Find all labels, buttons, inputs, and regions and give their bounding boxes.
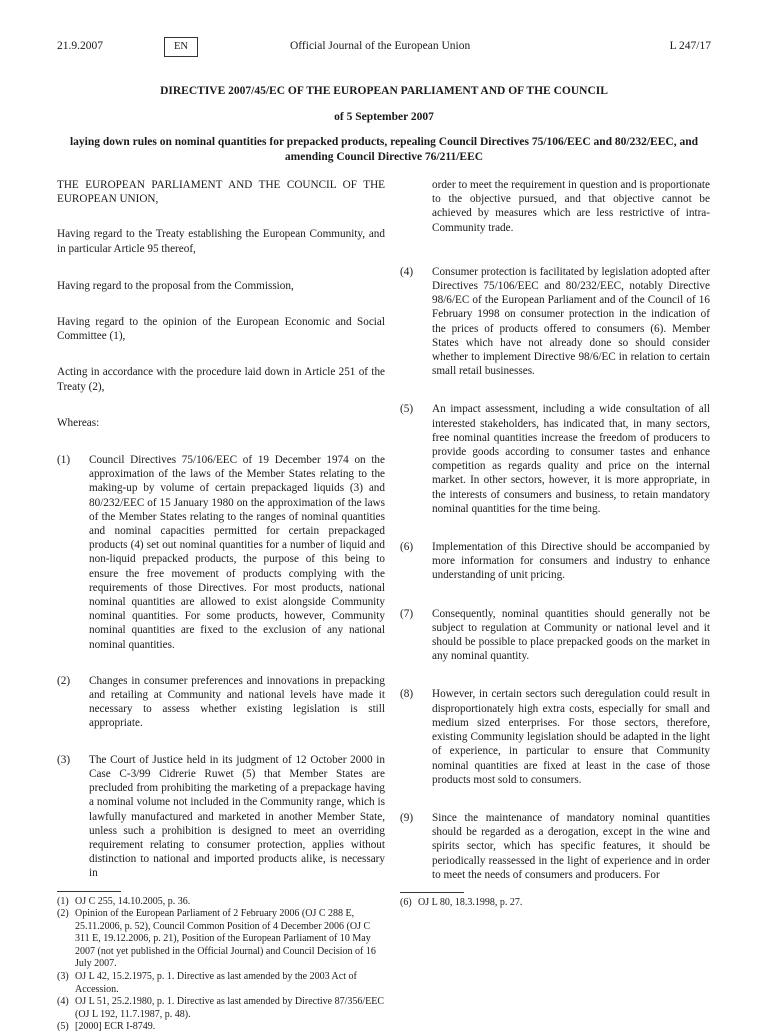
recital-text: An impact assessment, including a wide consultation of all interested stakeholders, has indicated that, in many sectors, free nominal quantities increase the freedom of producers to provide goods according to consumer tastes and enhance competition as regards quality and price on the internal market. In other sectors, however, it is more appropriate, in the interests of consumers and business, to retain mandatory nominal quantities for the time being.: [432, 403, 710, 515]
directive-date: of 5 September 2007: [334, 111, 434, 123]
directive-title: DIRECTIVE 2007/45/EC OF THE EUROPEAN PARLIAMENT AND OF THE COUNCIL: [160, 85, 608, 97]
footnote-5: [57, 1021, 385, 1034]
recital-3: [57, 753, 385, 881]
footnote-text: OJ L 80, 18.3.1998, p. 27.: [418, 896, 523, 908]
recital-5: [400, 402, 710, 516]
recital-number: (1): [57, 454, 71, 467]
recital-number: (3): [57, 753, 71, 766]
whereas-label: Whereas:: [57, 416, 100, 429]
page-reference: L 247/17: [669, 40, 711, 52]
recital-text: Consequently, nominal quantities should generally not be subject to regulation at Community or national level and it should be possible to place prepacked goods on the market in any nominal quantity.: [432, 607, 710, 663]
preamble-proposal: Having regard to the proposal from the Commission,: [57, 279, 294, 292]
right-column: [400, 178, 710, 910]
recital-2: [57, 674, 385, 731]
footnote-divider: [400, 892, 464, 893]
footnote-text: OJ L 51, 25.2.1980, p. 1. Directive as last amended by Directive 87/356/EEC (OJ L 192, 11.7.1987, p. 48).: [75, 996, 385, 1020]
recital-9: [400, 811, 710, 882]
footnote-4: [57, 996, 385, 1021]
recital-7: [400, 607, 710, 664]
recital-number: (8): [400, 688, 414, 701]
footnote-3: [57, 971, 385, 996]
preamble-committee: Having regard to the opinion of the European Economic and Social Committee (1),: [57, 316, 385, 343]
recital-text: Council Directives 75/106/EEC of 19 December 1974 on the approximation of the laws of the Member States relating to the making-up by volume of certain prepackaged liquids (3) and 80/232/EEC of 15 January 1980 on the approximation of the laws of the Member States relating to the ranges of nominal quantities and nominal capacities permitted for certain prepackaged products (4) set out nominal quantities for a number of liquid and non-liquid prepacked products, the purpose of this being to ensure the free movement of products complying with the requirements of those Directives. For most products, national nominal quantities are allowed to exist alongside Community nominal quantities. For some products, however, Community nominal quantities are fixed to the exclusion of any national nominal quantities.: [89, 454, 385, 651]
journal-title: Official Journal of the European Union: [290, 40, 471, 52]
footnote-number: (4): [57, 996, 69, 1008]
recital-3-continued: [400, 178, 710, 235]
footnote-number: (2): [57, 908, 69, 920]
recital-number: (9): [400, 811, 414, 824]
footnote-text: OJ C 255, 14.10.2005, p. 36.: [75, 895, 191, 907]
directive-subtitle: laying down rules on nominal quantities for prepacked products, repealing Council Directives 75/106/EEC and 80/232/EEC, and amending Council Directive 76/211/EEC: [69, 136, 698, 163]
left-column: [57, 178, 385, 1034]
footnote-text: OJ L 42, 15.2.1975, p. 1. Directive as last amended by the 2003 Act of Accession.: [75, 971, 357, 995]
recital-text: Since the maintenance of mandatory nominal quantities should be regarded as a derogation, except in the wine and spirits sector, which has specific features, it should be periodically reassessed in the light of experience and in order to meet the needs of consumers and producers. For: [432, 811, 710, 881]
recital-4: [400, 265, 710, 379]
recital-text: order to meet the requirement in question and is proportionate to the objective pursued, and that objective cannot be achieved by measures which are less restrictive of intra-Community trade.: [432, 179, 710, 234]
recital-text: However, in certain sectors such deregulation could result in disproportionately high extra costs, especially for small and medium sized enterprises. For those sectors, therefore, existing Community legislation should be adapted in the light of experience, in particular to ensure that Community nominal quantities are fixed at least in the case of those products most sold to consumers.: [432, 688, 710, 786]
footnote-number: (6): [400, 896, 412, 908]
recital-text: Consumer protection is facilitated by legislation adopted after Directives 75/106/EEC and 80/232/EEC, notably Directive 98/6/EC of the European Parliament and of the Council of 16 February 1998 on consumer protection in the indication of the prices of products offered to consumers (6). Member States which have not already done so should consider whether to implement Directive 98/6/EC in relation to certain small retail businesses.: [432, 265, 710, 378]
recital-number: (2): [57, 674, 71, 687]
recital-text: Implementation of this Directive should be accompanied by more information for consumers and industry to enhance understanding of unit pricing.: [432, 541, 710, 582]
footnote-2: [57, 908, 385, 971]
footnote-text: [2000] ECR I-8749.: [75, 1021, 156, 1033]
footnote-number: (5): [57, 1021, 69, 1033]
recital-text: The Court of Justice held in its judgment of 12 October 2000 in Case C-3/99 Cidrerie Ruwet (5) that Member States are precluded from prohibiting the marketing of a prepackage having a nominal volume not included in the Community range, which is lawfully manufactured and marketed in another Member State, unless such a prohibition is designed to meet an overriding requirement relating to consumer protection, applies without distinction to national and imported products alike, is necessary in: [89, 753, 385, 880]
footnote-number: (3): [57, 971, 69, 983]
footnote-number: (1): [57, 895, 69, 907]
footnote-divider: [57, 891, 121, 892]
footnote-1: [57, 896, 385, 909]
footnote-text: Opinion of the European Parliament of 2 February 2006 (OJ C 288 E, 25.11.2006, p. 52), Council Common Position of 4 December 2006 (OJ C 311 E, 19.12.2006, p. 21), Position of the European Parliament of 10 May 2007 (not yet published in the Official Journal) and Council Decision of 16 July 2007.: [75, 908, 376, 970]
recital-6: [400, 540, 710, 583]
header-date: 21.9.2007: [57, 40, 103, 52]
recital-number: (4): [400, 265, 414, 278]
recital-1: [57, 453, 385, 652]
preamble-procedure: Acting in accordance with the procedure laid down in Article 251 of the Treaty (2),: [57, 366, 385, 393]
recital-number: (5): [400, 403, 414, 416]
recital-number: (7): [400, 607, 414, 620]
recital-number: (6): [400, 541, 414, 554]
footnote-6: [400, 897, 710, 910]
preamble-parties: THE EUROPEAN PARLIAMENT AND THE COUNCIL OF THE EUROPEAN UNION,: [57, 179, 385, 206]
language-badge: EN: [164, 37, 198, 57]
preamble-treaty: Having regard to the Treaty establishing the European Community, and in particular Article 95 thereof,: [57, 228, 385, 255]
recital-8: [400, 687, 710, 786]
recital-text: Changes in consumer preferences and innovations in prepacking and retailing at Community and national levels have made it necessary to assess whether existing legislation is still appropriate.: [89, 674, 385, 730]
